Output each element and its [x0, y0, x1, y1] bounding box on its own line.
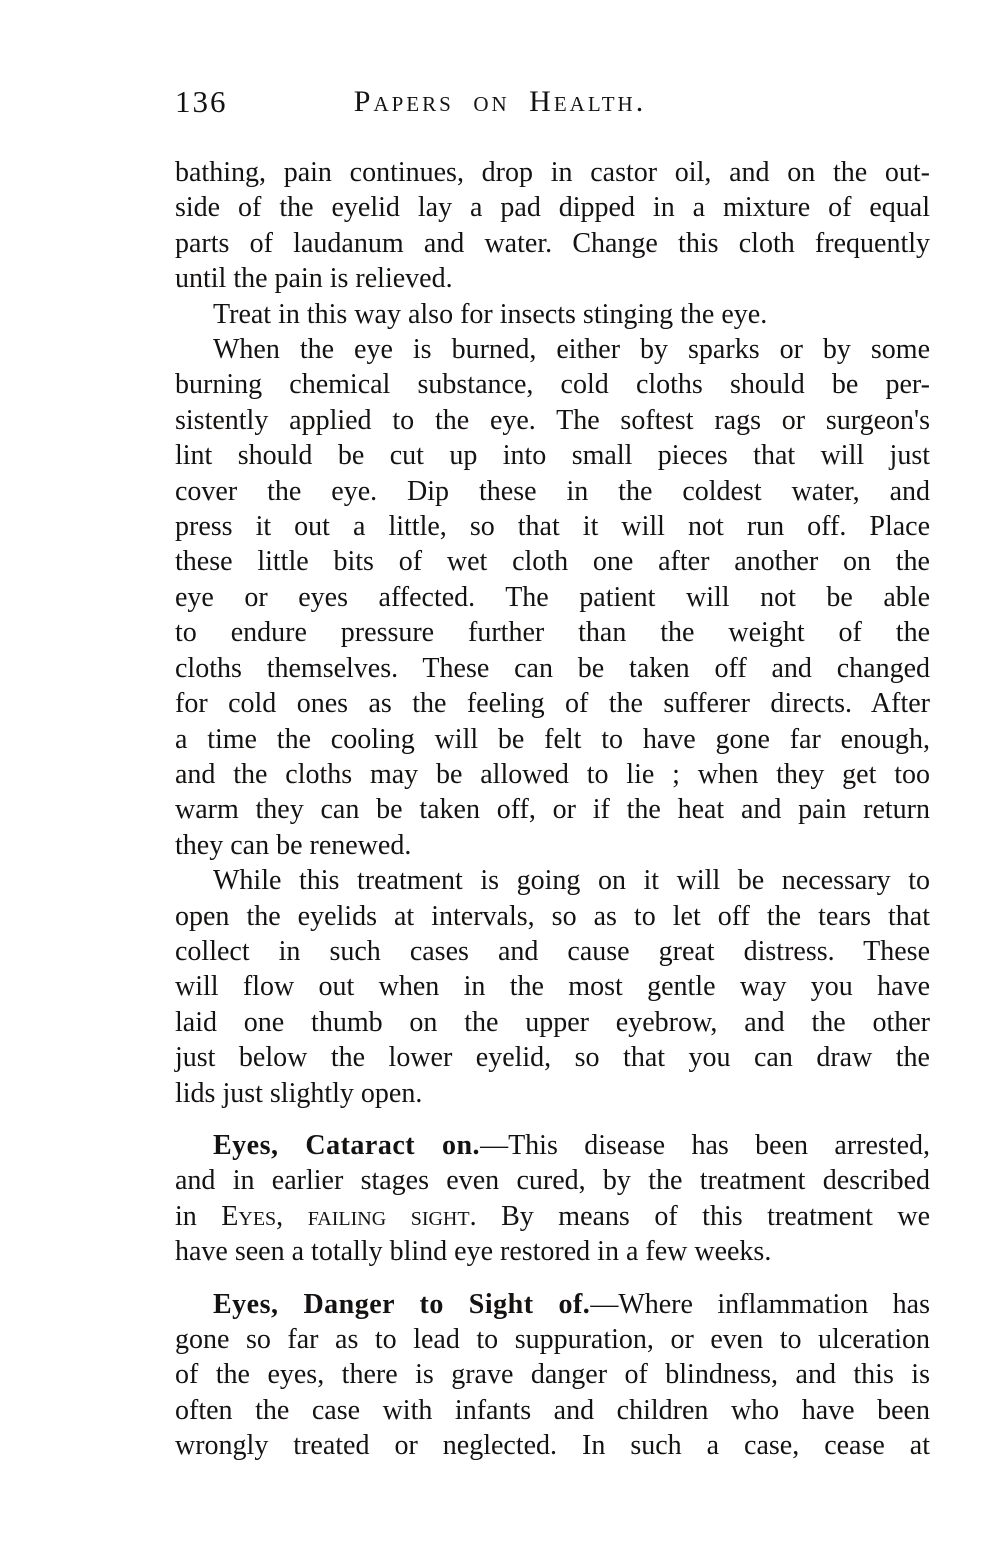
text-line	[175, 1357, 930, 1392]
text-segment: open the eyelids at intervals, so as to let off the tears that	[175, 900, 930, 932]
text-line	[175, 226, 930, 261]
text-line	[175, 1322, 930, 1357]
text-line	[175, 1428, 930, 1463]
page-number: 136	[175, 84, 228, 119]
text-line	[175, 934, 930, 969]
text-segment: cover the eye. Dip these in the coldest water, and	[175, 475, 930, 507]
text-segment: eye or eyes affected. The patient will not be able	[175, 581, 930, 613]
text-segment: will flow out when in the most gentle way you have	[175, 971, 930, 1003]
text-segment: lint should be cut up into small pieces that will just	[175, 440, 930, 472]
page-body	[175, 155, 930, 1464]
entry-heading: Eyes, Cataract on.	[213, 1129, 481, 1161]
text-line	[175, 1076, 930, 1111]
text-line	[175, 190, 930, 225]
text-segment: wrongly treated or neglected. In such a case, cease at	[175, 1430, 930, 1462]
text-line	[175, 1287, 930, 1322]
text-segment: warm they can be taken off, or if the heat and pain return	[175, 794, 930, 826]
text-segment: gone so far as to lead to suppuration, or even to ulceration	[175, 1324, 930, 1355]
text-segment: laid one thumb on the upper eyebrow, and the other	[175, 1006, 930, 1038]
text-line	[175, 722, 930, 757]
text-segment: until the pain is relieved.	[175, 263, 453, 295]
text-line	[175, 403, 930, 438]
text-segment: lids just slightly open.	[175, 1077, 423, 1109]
text-segment: in	[175, 1200, 222, 1232]
text-segment: these little bits of wet cloth one after another on the	[175, 546, 930, 578]
text-line	[175, 863, 930, 898]
entry-heading: Eyes, Danger to Sight of.	[213, 1288, 591, 1320]
text-segment: just below the lower eyelid, so that you can draw the	[175, 1042, 930, 1074]
text-line	[175, 651, 930, 686]
text-segment: collect in such cases and cause great distress. These	[175, 935, 930, 967]
text-segment: have seen a totally blind eye restored in a few weeks.	[175, 1236, 772, 1268]
text-segment: By means of this treatment we	[476, 1200, 931, 1232]
text-segment: of the eyes, there is grave danger of blindness, and this is	[175, 1359, 930, 1391]
text-segment: sistently applied to the eye. The softest rags or surgeon's	[175, 404, 930, 436]
text-line	[175, 686, 930, 721]
text-segment: When the eye is burned, either by sparks or by some	[213, 334, 930, 366]
text-line	[175, 1128, 930, 1163]
text-line	[175, 261, 930, 296]
text-segment: for cold ones as the feeling of the sufferer directs. After	[175, 688, 930, 720]
text-segment: to endure pressure further than the weight of the	[175, 617, 930, 649]
text-line	[175, 1040, 930, 1075]
text-line	[175, 1234, 930, 1269]
text-segment: burning chemical substance, cold cloths should be per-	[175, 369, 930, 401]
text-segment: a time the cooling will be felt to have gone far enough,	[175, 723, 930, 755]
text-segment: side of the eyelid lay a pad dipped in a mixture of equal	[175, 192, 930, 224]
text-segment: press it out a little, so that it will not run off. Place	[175, 511, 930, 543]
text-line	[175, 438, 930, 473]
text-segment: parts of laudanum and water. Change this cloth frequently	[175, 227, 930, 259]
text-segment: Eyes, failing sight.	[221, 1200, 477, 1232]
text-line	[175, 1005, 930, 1040]
text-segment: cloths themselves. These can be taken off and changed	[175, 652, 930, 684]
text-line	[175, 509, 930, 544]
text-segment: —Where inflammation has	[590, 1288, 930, 1320]
text-segment: and in earlier stages even cured, by the treatment described	[175, 1165, 930, 1197]
text-segment: often the case with infants and children who have been	[175, 1394, 930, 1426]
text-line	[175, 1163, 930, 1198]
running-title: Papers on Health.	[353, 85, 647, 118]
text-segment: they can be renewed.	[175, 829, 412, 861]
text-line	[175, 757, 930, 792]
text-segment: While this treatment is going on it will be necessary to	[213, 865, 930, 897]
text-segment: —This disease has been arrested,	[480, 1129, 931, 1161]
text-line	[175, 580, 930, 615]
text-line	[175, 367, 930, 402]
text-line	[175, 969, 930, 1004]
text-line	[175, 899, 930, 934]
text-line	[175, 828, 930, 863]
text-segment: Treat in this way also for insects stinging the eye.	[213, 298, 768, 330]
text-segment: and the cloths may be allowed to lie ; when they get too	[175, 758, 930, 790]
text-line	[175, 544, 930, 579]
text-line	[175, 1393, 930, 1428]
text-line	[175, 297, 930, 332]
text-line	[175, 1199, 930, 1234]
text-segment: bathing, pain continues, drop in castor oil, and on the out-	[175, 157, 930, 188]
page-header	[0, 84, 1000, 120]
text-line	[175, 792, 930, 827]
text-line	[175, 155, 930, 190]
text-line	[175, 615, 930, 650]
text-line	[175, 474, 930, 509]
text-line	[175, 332, 930, 367]
